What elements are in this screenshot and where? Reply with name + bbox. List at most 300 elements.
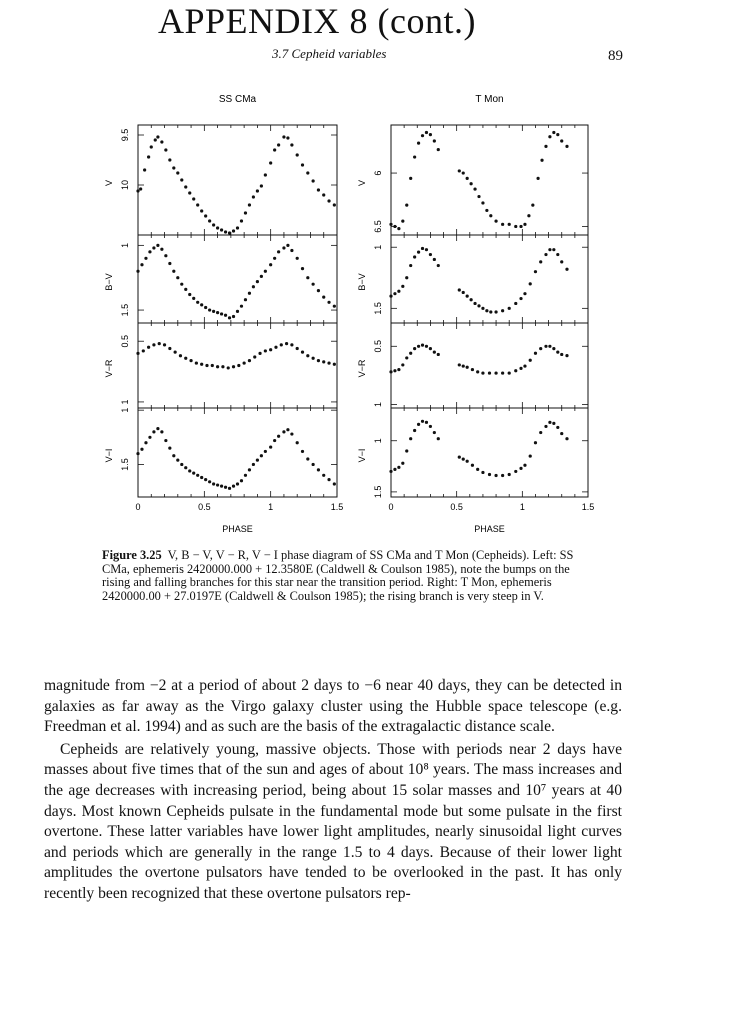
y-tick-label: 1.5 [120, 458, 130, 471]
data-point [160, 430, 163, 433]
y-tick-label: 1 [120, 242, 130, 248]
data-point [552, 131, 555, 134]
data-point [180, 463, 183, 466]
data-point [527, 214, 530, 217]
panel-4 [104, 408, 337, 497]
y-tick-label: 1 [120, 407, 130, 413]
data-point [534, 270, 537, 273]
data-point [290, 249, 293, 252]
caption-text: V, B − V, V − R, V − I phase diagram of SS CMa and T Mon (Cepheids). Left: SS CMa, ephemeris 2420000.000 + 12.3580E (Caldwell & Coulson 1985), note the bumps on the rising and falling branches for this star near the transition period. Right: T Mon, ephemeris 2420000.00 + 27.0197E (Caldwell & Coulson 1985); the rising branch is very steep in V. [102, 548, 574, 603]
data-point [401, 220, 404, 223]
data-point [466, 366, 469, 369]
data-point [252, 195, 255, 198]
data-point [176, 276, 179, 279]
panel-1 [104, 125, 337, 235]
data-point [393, 225, 396, 228]
data-point [136, 189, 139, 192]
data-point [174, 351, 177, 354]
data-point [425, 248, 428, 251]
data-point [224, 486, 227, 489]
data-point [556, 351, 559, 354]
data-point [147, 346, 150, 349]
data-point [508, 307, 511, 310]
figure-3-25 [0, 85, 733, 545]
data-point [560, 432, 563, 435]
data-point [140, 263, 143, 266]
data-point [462, 458, 465, 461]
data-point [260, 275, 263, 278]
data-point [477, 195, 480, 198]
data-point [501, 223, 504, 226]
data-point [458, 456, 461, 459]
data-point [168, 158, 171, 161]
data-point [282, 430, 285, 433]
data-point [433, 258, 436, 261]
data-point [548, 345, 551, 348]
data-point [269, 263, 272, 266]
y-tick-label: 1 [373, 438, 383, 444]
data-point [534, 352, 537, 355]
data-point [552, 248, 555, 251]
data-point [290, 143, 293, 146]
data-point [462, 171, 465, 174]
data-point [140, 448, 143, 451]
data-point [296, 347, 299, 350]
running-head: 3.7 Cepheid variables [272, 46, 387, 61]
data-point [421, 344, 424, 347]
data-point [317, 188, 320, 191]
data-point [256, 458, 259, 461]
data-point [389, 370, 392, 373]
data-point [548, 248, 551, 251]
data-point [220, 312, 223, 315]
data-point [212, 310, 215, 313]
data-point [425, 345, 428, 348]
panel-4 [357, 408, 588, 498]
data-point [494, 371, 497, 374]
figure-caption [102, 549, 580, 603]
data-point [188, 191, 191, 194]
data-point [317, 289, 320, 292]
data-point [264, 173, 267, 176]
data-point [514, 302, 517, 305]
data-point [306, 457, 309, 460]
data-point [244, 474, 247, 477]
data-point [253, 355, 256, 358]
y-tick-label: 1 [373, 401, 383, 408]
data-point [273, 257, 276, 260]
data-point [529, 454, 532, 457]
data-point [312, 283, 315, 286]
data-point [195, 361, 198, 364]
data-point [220, 485, 223, 488]
data-point [277, 143, 280, 146]
data-point [273, 148, 276, 151]
data-point [211, 364, 214, 367]
data-point [458, 363, 461, 366]
data-point [212, 223, 215, 226]
data-point [327, 478, 330, 481]
y-tick-label: 9.5 [120, 128, 130, 142]
panel-3 [357, 323, 588, 408]
data-point [393, 292, 396, 295]
data-point [306, 171, 309, 174]
data-point [232, 485, 235, 488]
data-point [168, 347, 171, 350]
data-point [531, 203, 534, 206]
data-point [224, 314, 227, 317]
data-point [523, 223, 526, 226]
data-point [523, 364, 526, 367]
data-point [389, 470, 392, 473]
data-point [462, 291, 465, 294]
data-point [136, 452, 139, 455]
data-point [156, 135, 159, 138]
y-axis-label: B−V [104, 273, 114, 291]
data-point [397, 290, 400, 293]
panel-frame [391, 125, 588, 235]
data-point [196, 203, 199, 206]
data-point [269, 348, 272, 351]
data-point [397, 466, 400, 469]
data-point [421, 134, 424, 137]
data-point [286, 244, 289, 247]
data-point [196, 474, 199, 477]
data-point [296, 257, 299, 260]
data-point [508, 223, 511, 226]
data-point [401, 462, 404, 465]
chart-title: T Mon [475, 94, 504, 105]
data-point [333, 482, 336, 485]
data-point [236, 310, 239, 313]
data-point [327, 361, 330, 364]
data-point [539, 347, 542, 350]
data-point [539, 260, 542, 263]
data-point [519, 225, 522, 228]
data-point [488, 473, 491, 476]
data-point [560, 260, 563, 263]
data-point [216, 365, 219, 368]
data-point [417, 423, 420, 426]
data-point [136, 270, 139, 273]
data-point [232, 365, 235, 368]
data-point [164, 254, 167, 257]
data-point [508, 371, 511, 374]
data-point [409, 437, 412, 440]
data-point [494, 474, 497, 477]
y-tick-label: 1 [373, 244, 383, 250]
data-point [240, 219, 243, 222]
data-point [489, 310, 492, 313]
data-point [244, 298, 247, 301]
data-point [494, 310, 497, 313]
data-point [544, 425, 547, 428]
data-point [139, 187, 142, 190]
data-point [232, 315, 235, 318]
data-point [327, 301, 330, 304]
data-point [269, 445, 272, 448]
data-point [220, 228, 223, 231]
x-tick-label: 0 [388, 502, 394, 512]
data-point [273, 439, 276, 442]
data-point [425, 131, 428, 134]
data-point [544, 253, 547, 256]
data-point [333, 203, 336, 206]
data-point [208, 308, 211, 311]
data-point [519, 297, 522, 300]
y-tick-label: 1.5 [373, 302, 383, 315]
panel-frame [138, 125, 337, 235]
data-point [156, 427, 159, 430]
data-point [236, 226, 239, 229]
data-point [552, 347, 555, 350]
data-point [277, 435, 280, 438]
data-point [188, 293, 191, 296]
data-point [312, 179, 315, 182]
data-point [322, 193, 325, 196]
data-point [258, 352, 261, 355]
y-tick-label: 0.5 [120, 334, 130, 348]
data-point [216, 483, 219, 486]
y-axis-label: V−R [104, 359, 114, 378]
y-axis-label: B−V [357, 273, 367, 291]
data-point [196, 301, 199, 304]
y-tick-label: 10 [120, 179, 130, 191]
paragraph: Cepheids are relatively young, massive objects. Those with periods near 2 days have masses about five times that of the sun and ages of about 10⁸ years. The mass increases and the age decreases with increasing period, being about 15 solar masses and 10⁷ years at 40 days. Most known Cepheids pulsate in the fundamental mode but some pulsate in the first overtone. These latter variables have lower light amplitudes, nearly sinusoidal light curves and periods which are generally in the range 1.5 to 4 days. Because of their lower light amplitudes the overtone pulsators have tended to be overlooked in the past. It has only recently been recognized that these overtone pulsators rep- [44, 740, 622, 902]
data-point [409, 264, 412, 267]
y-axis-label: V [357, 179, 367, 187]
data-point [172, 166, 175, 169]
data-point [389, 223, 392, 226]
data-point [168, 262, 171, 265]
data-point [152, 343, 155, 346]
data-point [189, 359, 192, 362]
data-point [417, 251, 420, 254]
data-point [204, 214, 207, 217]
data-point [405, 276, 408, 279]
data-point [301, 267, 304, 270]
x-axis-label: PHASE [222, 524, 253, 534]
data-point [180, 283, 183, 286]
data-point [205, 364, 208, 367]
data-point [470, 298, 473, 301]
data-point [184, 357, 187, 360]
data-point [333, 305, 336, 308]
data-point [192, 472, 195, 475]
data-point [252, 285, 255, 288]
data-point [216, 226, 219, 229]
x-tick-label: 0 [135, 502, 141, 512]
data-point [501, 371, 504, 374]
data-point [228, 316, 231, 319]
data-point [256, 280, 259, 283]
data-point [164, 148, 167, 151]
data-point [417, 142, 420, 145]
y-tick-label: 1.5 [373, 485, 383, 499]
data-point [312, 463, 315, 466]
y-tick-label: 6 [373, 170, 383, 176]
y-axis-label: V−I [104, 448, 114, 463]
data-point [413, 429, 416, 432]
data-point [236, 482, 239, 485]
x-tick-label: 1 [268, 502, 274, 512]
data-point [227, 366, 230, 369]
data-point [221, 365, 224, 368]
data-point [144, 257, 147, 260]
data-point [433, 351, 436, 354]
paragraph: magnitude from −2 at a period of about 2 days to −6 near 40 days, they can be detected in galaxies as far away as the Virgo galaxy cluster using the Hubble space telescope (e.g. Freedman et al. 1994) and as such are the basis of the extragalactic distance scale. [44, 677, 622, 736]
data-point [565, 268, 568, 271]
data-point [240, 479, 243, 482]
data-point [413, 155, 416, 158]
data-point [160, 248, 163, 251]
data-point [489, 214, 492, 217]
data-point [413, 347, 416, 350]
data-point [433, 431, 436, 434]
data-point [397, 227, 400, 230]
data-point [429, 253, 432, 256]
panel-2 [104, 235, 337, 323]
data-point [437, 437, 440, 440]
data-point [296, 153, 299, 156]
data-point [429, 133, 432, 136]
data-point [216, 311, 219, 314]
data-point [172, 454, 175, 457]
data-point [405, 449, 408, 452]
data-point [393, 369, 396, 372]
data-point [142, 349, 145, 352]
data-point [147, 155, 150, 158]
data-point [188, 469, 191, 472]
data-point [485, 209, 488, 212]
data-point [401, 363, 404, 366]
data-point [523, 292, 526, 295]
ss-cma-phase-diagram [104, 94, 343, 534]
t-mon-phase-diagram [357, 94, 594, 534]
data-point [269, 161, 272, 164]
data-point [160, 140, 163, 143]
data-point [200, 209, 203, 212]
data-point [312, 357, 315, 360]
data-point [552, 422, 555, 425]
data-point [144, 441, 147, 444]
data-point [421, 420, 424, 423]
data-point [556, 426, 559, 429]
data-point [264, 349, 267, 352]
chart-title: SS CMa [218, 94, 257, 105]
data-point [544, 345, 547, 348]
data-point [237, 364, 240, 367]
x-tick-label: 0.5 [198, 502, 211, 512]
data-point [244, 211, 247, 214]
x-tick-label: 0.5 [450, 502, 463, 512]
y-axis-label: V [104, 179, 114, 187]
data-point [200, 476, 203, 479]
data-point [248, 468, 251, 471]
panel-frame [391, 323, 588, 408]
data-point [264, 270, 267, 273]
data-point [429, 425, 432, 428]
data-point [248, 359, 251, 362]
x-tick-label: 1.5 [581, 502, 595, 512]
data-point [306, 276, 309, 279]
data-point [260, 454, 263, 457]
data-point [154, 138, 157, 141]
data-point [317, 468, 320, 471]
data-point [212, 482, 215, 485]
data-point [180, 178, 183, 181]
data-point [306, 354, 309, 357]
data-point [393, 468, 396, 471]
data-point [143, 168, 146, 171]
data-point [176, 171, 179, 174]
data-point [481, 471, 484, 474]
data-point [523, 464, 526, 467]
data-point [565, 354, 568, 357]
data-point [152, 430, 155, 433]
panel-frame [391, 408, 588, 497]
panel-frame [391, 235, 588, 323]
data-point [163, 343, 166, 346]
appendix-title: APPENDIX 8 (cont.) [158, 1, 476, 41]
panel-2 [357, 235, 588, 323]
data-point [164, 439, 167, 442]
data-point [290, 343, 293, 346]
y-tick-label: 0.5 [373, 340, 383, 353]
data-point [481, 371, 484, 374]
data-point [286, 428, 289, 431]
data-point [277, 250, 280, 253]
data-point [539, 431, 542, 434]
data-point [327, 199, 330, 202]
data-point [228, 487, 231, 490]
data-point [473, 302, 476, 305]
data-point [556, 133, 559, 136]
data-point [401, 285, 404, 288]
data-point [172, 270, 175, 273]
data-point [409, 352, 412, 355]
data-point [471, 464, 474, 467]
data-point [405, 356, 408, 359]
data-point [437, 264, 440, 267]
data-point [286, 136, 289, 139]
data-point [437, 148, 440, 151]
data-point [317, 359, 320, 362]
data-point [488, 371, 491, 374]
x-tick-label: 1 [519, 502, 525, 512]
data-point [429, 347, 432, 350]
data-point [508, 473, 511, 476]
data-point [150, 145, 153, 148]
data-point [405, 203, 408, 206]
data-point [409, 177, 412, 180]
data-point [514, 470, 517, 473]
data-point [232, 229, 235, 232]
data-point [224, 230, 227, 233]
data-point [458, 288, 461, 291]
data-point [301, 351, 304, 354]
data-point [540, 159, 543, 162]
data-point [296, 441, 299, 444]
data-point [285, 342, 288, 345]
data-point [481, 307, 484, 310]
data-point [156, 244, 159, 247]
data-point [481, 201, 484, 204]
data-point [240, 305, 243, 308]
data-point [494, 220, 497, 223]
y-tick-label: 1.5 [120, 303, 130, 317]
data-point [282, 246, 285, 249]
